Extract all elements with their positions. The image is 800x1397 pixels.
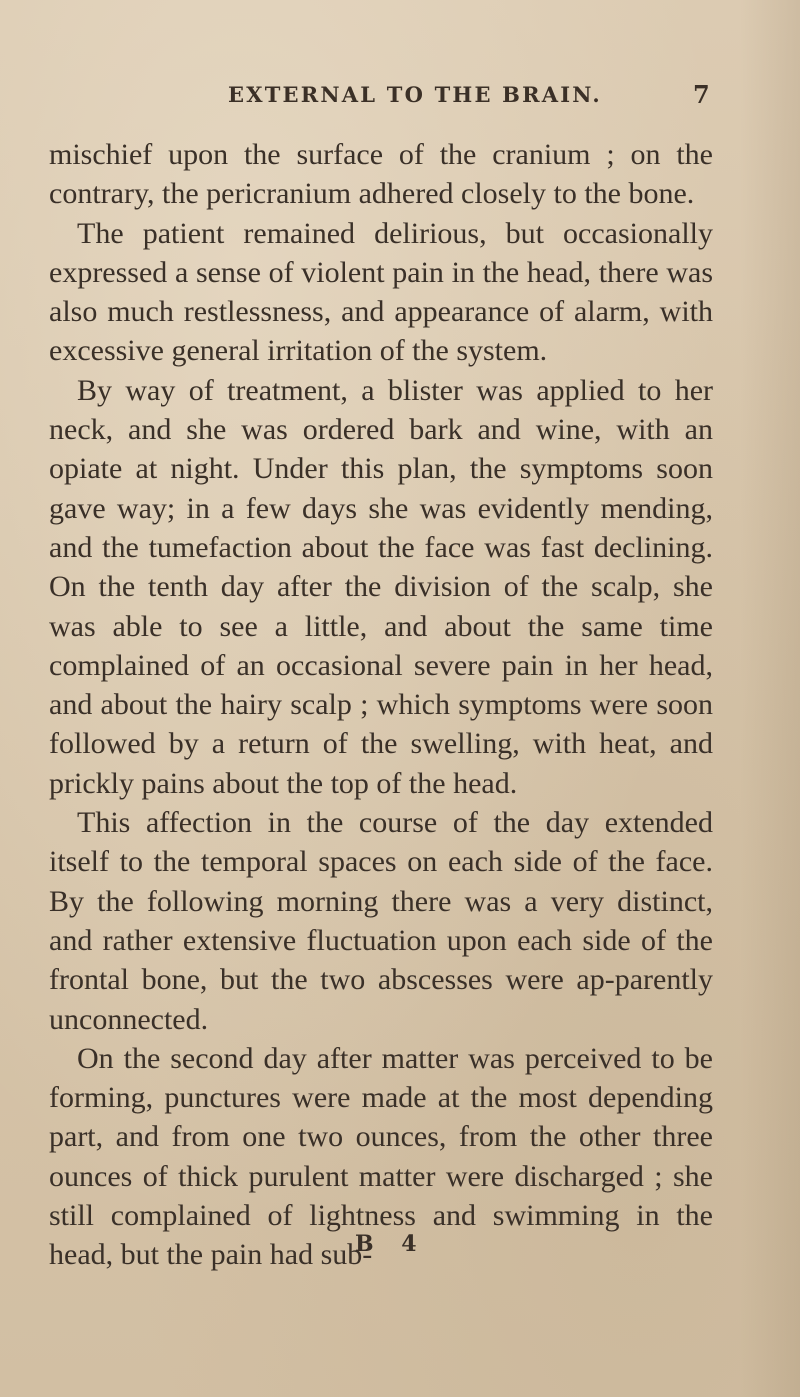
page-header xyxy=(0,82,800,122)
page-number: 7 xyxy=(693,80,710,109)
page-edge-shadow xyxy=(740,0,800,1397)
paragraph-1: mischief upon the surface of the cranium ; on the contrary, the pericranium adhered closely to the bone. xyxy=(49,138,713,211)
signature-mark: B 4 xyxy=(355,1231,427,1257)
paragraph-4: This affection in the course of the day extended itself to the temporal spaces on each side of the face. By the following morning there was a very distinct, and rather extensive fluctuation upon each side of the frontal bone, but the two abscesses were ap-parently unconnected. xyxy=(49,806,713,1036)
paragraph-2: The patient remained delirious, but occasionally expressed a sense of violent pain in the head, there was also much restlessness, and appearance of alarm, with excessive general irritation of the system. xyxy=(49,216,713,368)
body-text xyxy=(49,135,713,1275)
paragraph-3: By way of treatment, a blister was applied to her neck, and she was ordered bark and wine, with an opiate at night. Under this plan, the symptoms soon gave way; in a few days she was evidently mending, and the tumefaction about the face was fast declining. On the tenth day after the division of the scalp, she was able to see a little, and about the same time complained of an occasional severe pain in her head, and about the hairy scalp ; which symptoms were soon followed by a return of the swelling, with heat, and prickly pains about the top of the head. xyxy=(49,373,713,800)
paragraph-5: On the second day after matter was perceived to be forming, punctures were made at the most depending part, and from one two ounces, from the other three ounces of thick purulent matter were discharged ; she still complained of lightness and swimming in the head, but the pain had sub- xyxy=(49,1041,713,1272)
running-head: EXTERNAL TO THE BRAIN. xyxy=(228,82,602,107)
